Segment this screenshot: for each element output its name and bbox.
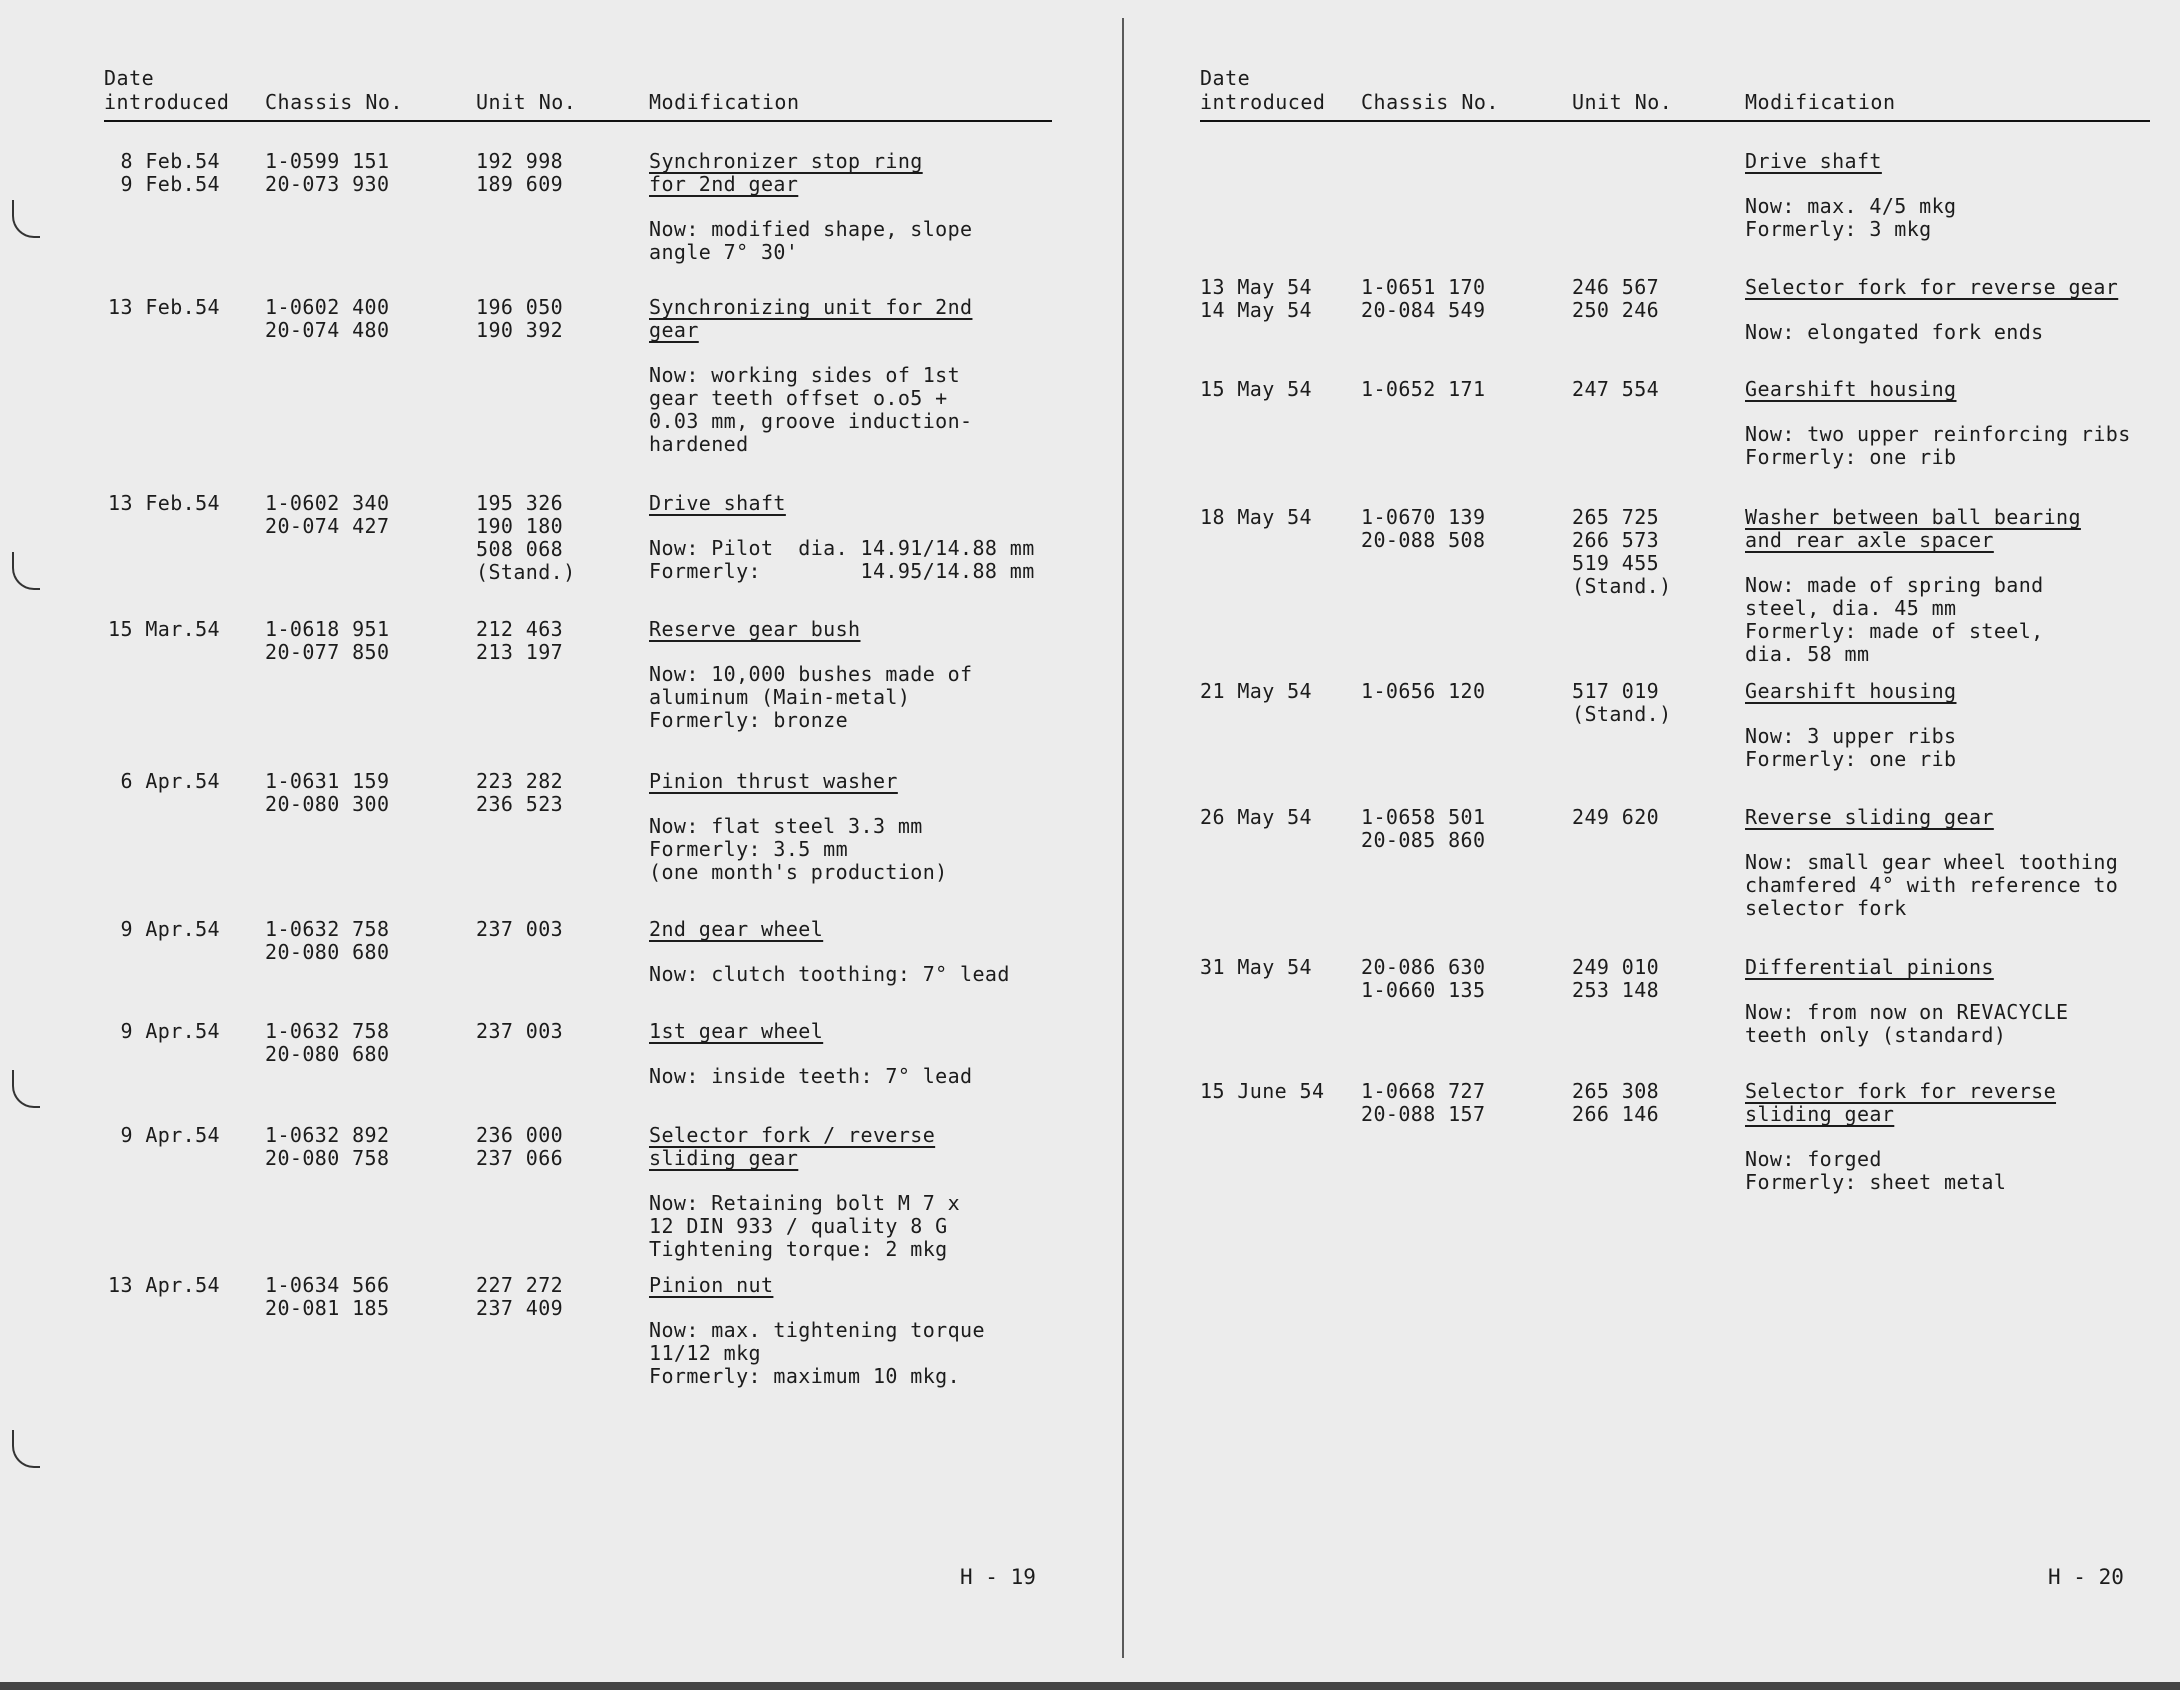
chassis-number-line: 1-0618 951	[265, 617, 390, 641]
modification-title: Differential pinions	[1745, 955, 1994, 979]
unit-number-line: 249 010	[1572, 955, 1660, 979]
unit-number-line: 236 000	[476, 1123, 564, 1147]
chassis-number	[1361, 956, 1485, 1002]
unit-number-line: 189 609	[476, 172, 564, 196]
header-chassis: Chassis No.	[1361, 90, 1499, 114]
modification-cell	[649, 150, 972, 264]
modification-cell	[1745, 150, 1957, 241]
page-number: H - 20	[2048, 1565, 2124, 1589]
chassis-number	[265, 492, 389, 538]
description-line: Formerly: one rib	[1745, 445, 1957, 469]
chassis-number-line: 20-074 480	[265, 318, 390, 342]
chassis-number	[265, 918, 389, 964]
chassis-number-line: 20-080 758	[265, 1146, 390, 1170]
unit-number-line: 246 567	[1572, 275, 1660, 299]
modification-title: Synchronizing unit for 2nd	[649, 295, 973, 319]
unit-number-line: 212 463	[476, 617, 564, 641]
chassis-number	[1361, 378, 1485, 401]
chassis-number	[1361, 276, 1485, 322]
chassis-number	[1361, 680, 1485, 703]
binder-ring-mark	[12, 1070, 40, 1108]
modification-description	[649, 364, 972, 456]
unit-number-line: 250 246	[1572, 298, 1660, 322]
unit-number	[476, 1274, 563, 1320]
unit-number	[1572, 276, 1659, 322]
unit-number-line: (Stand.)	[1572, 702, 1672, 726]
modification-cell	[649, 1020, 972, 1088]
unit-number	[1572, 806, 1659, 829]
modification-title: gear	[649, 318, 699, 342]
modification-title: and rear axle spacer	[1745, 528, 1994, 552]
description-line: Now: two upper reinforcing ribs	[1745, 422, 2131, 446]
modification-description	[649, 1319, 985, 1388]
description-line: Now: modified shape, slope	[649, 217, 973, 241]
chassis-number-line: 20-088 508	[1361, 528, 1486, 552]
modification-cell	[649, 492, 1035, 583]
description-line: Now: max. tightening torque	[649, 1318, 985, 1342]
header-unit: Unit No.	[476, 90, 577, 114]
chassis-number-line: 1-0634 566	[265, 1273, 390, 1297]
date-introduced-line: 15 Mar.54	[108, 617, 220, 641]
description-line: Now: elongated fork ends	[1745, 320, 2044, 344]
modification-description	[649, 663, 972, 732]
unit-number-line: 236 523	[476, 792, 564, 816]
right-page	[1125, 0, 2180, 1690]
chassis-number	[265, 150, 389, 196]
chassis-number	[265, 770, 389, 816]
date-introduced	[1200, 506, 1312, 529]
description-line: Tightening torque: 2 mkg	[649, 1237, 948, 1261]
chassis-number	[1361, 506, 1485, 552]
modification-cell	[649, 1124, 960, 1261]
date-introduced	[1200, 806, 1312, 829]
date-introduced	[104, 1020, 220, 1043]
description-line: teeth only (standard)	[1745, 1023, 2007, 1047]
date-introduced	[104, 150, 220, 196]
date-introduced	[104, 1274, 220, 1297]
binder-ring-mark	[12, 552, 40, 590]
unit-number-line: (Stand.)	[1572, 574, 1672, 598]
description-line: 12 DIN 933 / quality 8 G	[649, 1214, 948, 1238]
modification-description	[1745, 321, 2118, 344]
chassis-number-line: 20-073 930	[265, 172, 390, 196]
description-line: 0.03 mm, groove induction-	[649, 409, 973, 433]
unit-number	[476, 770, 563, 816]
unit-number-line: 266 146	[1572, 1102, 1660, 1126]
description-line: (one month's production)	[649, 860, 948, 884]
date-introduced-line: 6 Apr.54	[120, 769, 220, 793]
modification-cell	[1745, 806, 2118, 920]
chassis-number	[1361, 806, 1485, 852]
modification-description	[1745, 1001, 2068, 1047]
date-introduced-line: 9 Feb.54	[120, 172, 220, 196]
description-line: Formerly: bronze	[649, 708, 849, 732]
description-line: Now: Pilot dia. 14.91/14.88 mm	[649, 536, 1035, 560]
unit-number-line: 237 066	[476, 1146, 564, 1170]
date-introduced-line: 15 June 54	[1200, 1079, 1325, 1103]
date-introduced-line: 9 Apr.54	[120, 1123, 220, 1147]
unit-number-line: 265 308	[1572, 1079, 1660, 1103]
unit-number-line: 190 180	[476, 514, 564, 538]
unit-number-line: 223 282	[476, 769, 564, 793]
chassis-number-line: 20-088 157	[1361, 1102, 1486, 1126]
chassis-number-line: 20-077 850	[265, 640, 390, 664]
date-introduced	[104, 492, 220, 515]
date-introduced	[104, 1124, 220, 1147]
description-line: gear teeth offset o.o5 +	[649, 386, 948, 410]
table-header	[1200, 62, 2150, 122]
description-line: aluminum (Main-metal)	[649, 685, 911, 709]
modification-cell	[1745, 506, 2081, 666]
header-modification: Modification	[649, 90, 800, 114]
modification-title: Drive shaft	[1745, 149, 1882, 173]
chassis-number	[265, 1274, 389, 1320]
chassis-number-line: 1-0652 171	[1361, 377, 1486, 401]
unit-number-line: 192 998	[476, 149, 564, 173]
modification-cell	[1745, 956, 2068, 1047]
unit-number-line: 237 409	[476, 1296, 564, 1320]
modification-title: Selector fork for reverse gear	[1745, 275, 2119, 299]
unit-number	[476, 296, 563, 342]
chassis-number	[1361, 1080, 1485, 1126]
unit-number-line: 517 019	[1572, 679, 1660, 703]
chassis-number-line: 1-0632 758	[265, 1019, 390, 1043]
chassis-number-line: 1-0602 400	[265, 295, 390, 319]
unit-number-line: 190 392	[476, 318, 564, 342]
page-spine	[1122, 18, 1124, 1658]
date-introduced-line: 9 Apr.54	[120, 1019, 220, 1043]
chassis-number-line: 1-0599 151	[265, 149, 390, 173]
modification-cell	[649, 296, 972, 456]
date-introduced	[104, 296, 220, 319]
chassis-number-line: 1-0632 892	[265, 1123, 390, 1147]
description-line: Now: 10,000 bushes made of	[649, 662, 973, 686]
unit-number-line: 265 725	[1572, 505, 1660, 529]
date-introduced	[104, 618, 220, 641]
chassis-number-line: 1-0670 139	[1361, 505, 1486, 529]
unit-number	[1572, 680, 1672, 726]
chassis-number-line: 20-080 680	[265, 1042, 390, 1066]
unit-number	[476, 492, 576, 584]
chassis-number	[265, 618, 389, 664]
unit-number-line: 213 197	[476, 640, 564, 664]
chassis-number-line: 20-080 300	[265, 792, 390, 816]
modification-title: Washer between ball bearing	[1745, 505, 2081, 529]
description-line: Formerly: 3 mkg	[1745, 217, 1932, 241]
date-introduced	[1200, 956, 1312, 979]
unit-number-line: 247 554	[1572, 377, 1660, 401]
description-line: 11/12 mkg	[649, 1341, 761, 1365]
date-introduced-line: 15 May 54	[1200, 377, 1312, 401]
chassis-number-line: 1-0631 159	[265, 769, 390, 793]
chassis-number-line: 20-084 549	[1361, 298, 1486, 322]
chassis-number-line: 1-0651 170	[1361, 275, 1486, 299]
unit-number	[1572, 956, 1659, 1002]
chassis-number-line: 20-086 630	[1361, 955, 1486, 979]
unit-number	[476, 1020, 563, 1043]
chassis-number-line: 20-081 185	[265, 1296, 390, 1320]
unit-number-line: (Stand.)	[476, 560, 576, 584]
description-line: Now: working sides of 1st	[649, 363, 961, 387]
description-line: Now: Retaining bolt M 7 x	[649, 1191, 961, 1215]
date-introduced-line: 8 Feb.54	[120, 149, 220, 173]
date-introduced	[1200, 680, 1312, 703]
modification-description	[1745, 1148, 2056, 1194]
description-line: Formerly: made of steel,	[1745, 619, 2044, 643]
description-line: selector fork	[1745, 896, 1907, 920]
modification-description	[649, 815, 948, 884]
description-line: Now: inside teeth: 7° lead	[649, 1064, 973, 1088]
modification-title: for 2nd gear	[649, 172, 799, 196]
chassis-number-line: 1-0668 727	[1361, 1079, 1486, 1103]
header-chassis: Chassis No.	[265, 90, 403, 114]
chassis-number-line: 1-0632 758	[265, 917, 390, 941]
chassis-number-line: 1-0658 501	[1361, 805, 1486, 829]
date-introduced-line: 26 May 54	[1200, 805, 1312, 829]
unit-number-line: 196 050	[476, 295, 564, 319]
unit-number	[1572, 1080, 1659, 1126]
modification-cell	[1745, 1080, 2056, 1194]
date-introduced-line: 13 Apr.54	[108, 1273, 220, 1297]
date-introduced-line: 13 Feb.54	[108, 491, 220, 515]
modification-description	[649, 1065, 972, 1088]
unit-number	[476, 1124, 563, 1170]
description-line: Now: from now on REVACYCLE	[1745, 1000, 2069, 1024]
unit-number-line: 237 003	[476, 917, 564, 941]
unit-number	[476, 150, 563, 196]
modification-cell	[649, 918, 1010, 986]
modification-title: Reverse sliding gear	[1745, 805, 1994, 829]
modification-title: Selector fork / reverse	[649, 1123, 936, 1147]
date-introduced	[1200, 378, 1312, 401]
header-modification: Modification	[1745, 90, 1896, 114]
page-number: H - 19	[960, 1565, 1036, 1589]
date-introduced	[104, 770, 220, 793]
modification-cell	[1745, 680, 1957, 771]
unit-number-line: 508 068	[476, 537, 564, 561]
modification-description	[1745, 851, 2118, 920]
chassis-number-line: 1-0660 135	[1361, 978, 1486, 1002]
description-line: Now: small gear wheel toothing	[1745, 850, 2119, 874]
modification-title: Gearshift housing	[1745, 377, 1957, 401]
date-introduced	[104, 918, 220, 941]
description-line: Formerly: sheet metal	[1745, 1170, 2007, 1194]
modification-description	[1745, 423, 2131, 469]
binder-ring-mark	[12, 1430, 40, 1468]
chassis-number-line: 20-085 860	[1361, 828, 1486, 852]
modification-title: Pinion thrust washer	[649, 769, 898, 793]
description-line: Formerly: 3.5 mm	[649, 837, 849, 861]
date-introduced	[1200, 276, 1312, 322]
header-date: Date introduced	[104, 66, 230, 114]
modification-description	[1745, 195, 1957, 241]
modification-cell	[649, 618, 972, 732]
unit-number	[476, 618, 563, 664]
description-line: Now: 3 upper ribs	[1745, 724, 1957, 748]
unit-number	[1572, 378, 1659, 401]
chassis-number-line: 1-0656 120	[1361, 679, 1486, 703]
description-line: Now: forged	[1745, 1147, 1882, 1171]
modification-title: Pinion nut	[649, 1273, 774, 1297]
description-line: steel, dia. 45 mm	[1745, 596, 1957, 620]
unit-number-line: 227 272	[476, 1273, 564, 1297]
unit-number	[476, 918, 563, 941]
modification-title: 2nd gear wheel	[649, 917, 824, 941]
unit-number-line: 237 003	[476, 1019, 564, 1043]
table-header	[104, 62, 1052, 122]
unit-number	[1572, 506, 1672, 598]
date-introduced-line: 21 May 54	[1200, 679, 1312, 703]
description-line: Formerly: one rib	[1745, 747, 1957, 771]
unit-number-line: 266 573	[1572, 528, 1660, 552]
modification-title: sliding gear	[1745, 1102, 1895, 1126]
description-line: Now: clutch toothing: 7° lead	[649, 962, 1010, 986]
header-date: Date introduced	[1200, 66, 1326, 114]
unit-number-line: 249 620	[1572, 805, 1660, 829]
chassis-number-line: 1-0602 340	[265, 491, 390, 515]
modification-title: Reserve gear bush	[649, 617, 861, 641]
modification-description	[1745, 725, 1957, 771]
modification-title: 1st gear wheel	[649, 1019, 824, 1043]
modification-description	[1745, 574, 2081, 666]
description-line: dia. 58 mm	[1745, 642, 1870, 666]
modification-description	[649, 537, 1035, 583]
description-line: chamfered 4° with reference to	[1745, 873, 2119, 897]
chassis-number	[265, 296, 389, 342]
description-line: Formerly: maximum 10 mkg.	[649, 1364, 961, 1388]
unit-number-line: 519 455	[1572, 551, 1660, 575]
binder-ring-mark	[12, 200, 40, 238]
date-introduced-line: 18 May 54	[1200, 505, 1312, 529]
modification-title: Selector fork for reverse	[1745, 1079, 2057, 1103]
date-introduced-line: 9 Apr.54	[120, 917, 220, 941]
modification-cell	[1745, 378, 2131, 469]
modification-title: sliding gear	[649, 1146, 799, 1170]
description-line: Formerly: 14.95/14.88 mm	[649, 559, 1035, 583]
description-line: Now: made of spring band	[1745, 573, 2044, 597]
chassis-number-line: 20-074 427	[265, 514, 390, 538]
description-line: hardened	[649, 432, 749, 456]
date-introduced-line: 14 May 54	[1200, 298, 1312, 322]
modification-description	[649, 1192, 960, 1261]
date-introduced-line: 13 Feb.54	[108, 295, 220, 319]
unit-number-line: 195 326	[476, 491, 564, 515]
modification-cell	[1745, 276, 2118, 344]
chassis-number	[265, 1020, 389, 1066]
chassis-number	[265, 1124, 389, 1170]
date-introduced-line: 13 May 54	[1200, 275, 1312, 299]
description-line: Now: max. 4/5 mkg	[1745, 194, 1957, 218]
date-introduced	[1200, 1080, 1324, 1103]
date-introduced-line: 31 May 54	[1200, 955, 1312, 979]
modification-cell	[649, 770, 948, 884]
modification-title: Synchronizer stop ring	[649, 149, 923, 173]
header-unit: Unit No.	[1572, 90, 1673, 114]
description-line: Now: flat steel 3.3 mm	[649, 814, 923, 838]
modification-cell	[649, 1274, 985, 1388]
modification-title: Drive shaft	[649, 491, 786, 515]
modification-title: Gearshift housing	[1745, 679, 1957, 703]
modification-description	[649, 963, 1010, 986]
description-line: angle 7° 30'	[649, 240, 799, 264]
unit-number-line: 253 148	[1572, 978, 1660, 1002]
chassis-number-line: 20-080 680	[265, 940, 390, 964]
modification-description	[649, 218, 972, 264]
